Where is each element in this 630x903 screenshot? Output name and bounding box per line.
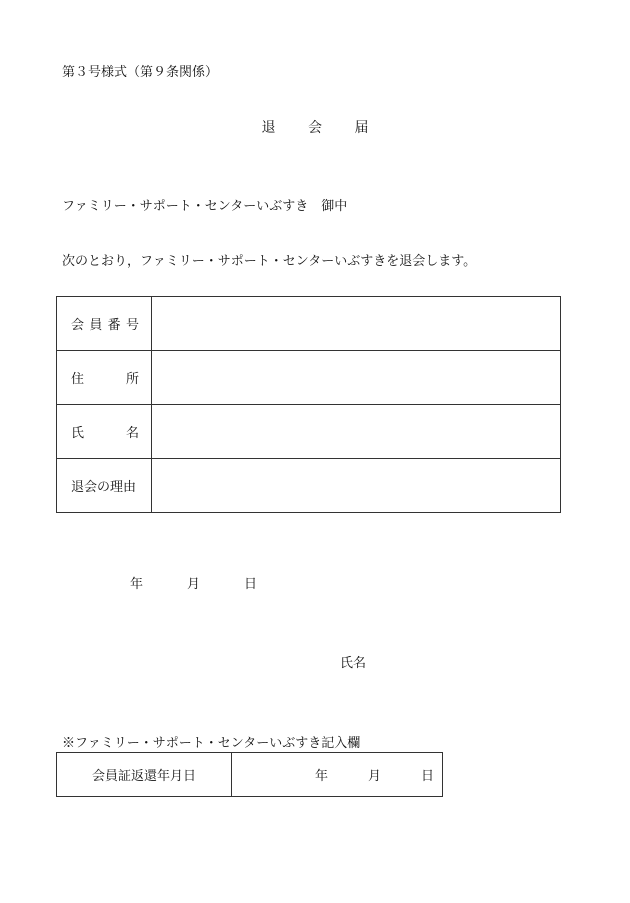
label-char: 住 xyxy=(71,372,85,387)
member-info-table xyxy=(56,296,561,513)
label-char: 名 xyxy=(125,426,139,441)
office-use-heading: ※ファミリー・サポート・センターいぶすき記入欄 xyxy=(62,736,361,751)
office-use-table xyxy=(56,752,443,797)
date-day-label: 日 xyxy=(244,577,258,592)
date-year-label: 年 xyxy=(130,577,144,592)
card-return-date-field[interactable] xyxy=(232,753,443,797)
date-month-label: 月 xyxy=(187,577,201,592)
return-month-label: 月 xyxy=(367,769,381,784)
table-row xyxy=(57,405,561,459)
table-row xyxy=(57,753,443,797)
return-year-label: 年 xyxy=(314,769,328,784)
name-label xyxy=(57,405,152,459)
title-char: 会 xyxy=(308,120,322,136)
addressee: ファミリー・サポート・センターいぶすき 御中 xyxy=(62,199,348,214)
card-return-date-label: 会員証返還年月日 xyxy=(57,753,232,797)
address-label xyxy=(57,351,152,405)
label-char: 会 xyxy=(71,318,85,333)
table-row xyxy=(57,459,561,513)
label-char: 氏 xyxy=(71,426,85,441)
withdrawal-reason-field[interactable] xyxy=(152,459,561,513)
form-number: 第３号様式（第９条関係） xyxy=(62,65,219,80)
withdrawal-reason-label: 退会の理由 xyxy=(57,459,152,513)
label-char: 所 xyxy=(125,372,139,387)
member-number-field[interactable] xyxy=(152,297,561,351)
label-char: 員 xyxy=(89,318,103,333)
label-char: 番 xyxy=(107,318,121,333)
signature-name-label: 氏名 xyxy=(340,656,367,671)
return-day-label: 日 xyxy=(420,769,434,784)
withdrawal-statement: 次のとおり，ファミリー・サポート・センターいぶすきを退会します。 xyxy=(62,254,477,269)
table-row xyxy=(57,297,561,351)
address-field[interactable] xyxy=(152,351,561,405)
label-char: 号 xyxy=(125,318,139,333)
name-field[interactable] xyxy=(152,405,561,459)
member-number-label xyxy=(57,297,152,351)
submission-date xyxy=(130,578,257,591)
title-char: 届 xyxy=(354,120,369,136)
document-title xyxy=(0,121,630,135)
title-char: 退 xyxy=(261,120,276,136)
table-row xyxy=(57,351,561,405)
